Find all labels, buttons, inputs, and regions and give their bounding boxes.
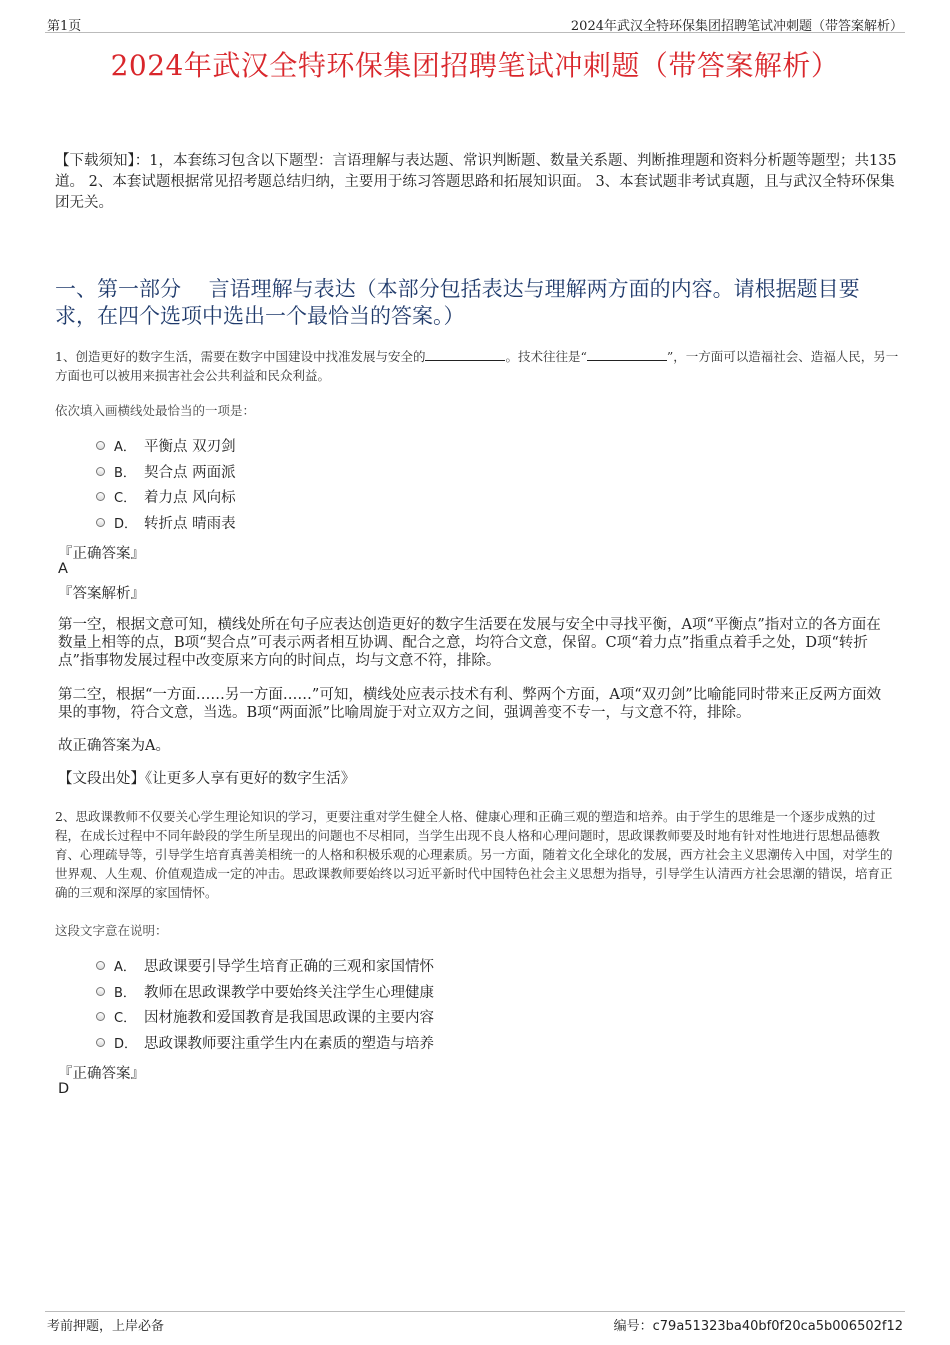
q1-analysis-1: 第一空，根据文意可知，横线处所在句子应表达创造更好的数字生活要在发展与安全中寻找平衡，A项“平衡点”指对立的各方面在数量上相等的点，B项“契合点”可表示两者相互协调、配合之意，均符合文意，保留。C项“着力点”指重点着手之处，D项“转折点”指事物发展过程中改变原来方向的时间点，均与文意不符，排除。 [58, 617, 881, 669]
question-2-stem: 2、思政课教师不仅要关心学生理论知识的学习，更要注重对学生健全人格、健康心理和正确三观的塑造和培养。由于学生的思维是一个逐步成熟的过程，在成长过程中不同年龄段的学生所呈现出的问题也不尽相同，当学生出现不良人格和心理问题时，思政课教师要及时地有针对性地进行思想品德教育、心理疏导等，引导学生培育真善美相统一的人格和积极乐观的心理素质。另一方面，随着文化全球化的发展，西方社会主义思潮传入中国，对学生的世界观、人生观、价值观造成一定的冲击。思政课教师要始终以习近平新时代中国特色社会主义思想为指导，引导学生认清西方社会思潮的错误，培育正确的三观和深厚的家国情怀。 [55, 809, 893, 900]
header-doc-title: 2024年武汉全特环保集团招聘笔试冲刺题（带答案解析） [570, 19, 903, 34]
footer-code: 编号：c79a51323ba40bf0f20ca5b006502f12 [613, 1319, 903, 1334]
question-1-prompt: 依次填入画横线处最恰当的一项是： [55, 403, 256, 418]
q2-option-d[interactable]: D． 思政课教师要注重学生内在素质的塑造与培养 [96, 1030, 434, 1056]
page-number: 第1页 [47, 19, 82, 34]
download-notice: 【下载须知】：1，本套练习包含以下题型：言语理解与表达题、常识判断题、数量关系题、判断推理题和资料分析题等题型；共135道。 2、本套试题根据常见招考题总结归纳，主要用于练习答题思路和拓展知识面。 3、本套试题非考试真题，且与武汉全特环保集团无关。 [55, 153, 897, 211]
question-1-options [96, 433, 236, 535]
q1-option-c[interactable]: C． 着力点 风向标 [96, 484, 236, 510]
question-1-stem: 1、创造更好的数字生活，需要在数字中国建设中找准发展与安全的 。技术往往是“ ”，一方面可以造福社会、造福人民，另一方面也可以被用来损害社会公共利益和民众利益。 [55, 349, 899, 383]
page-header [45, 14, 905, 33]
q1-analysis-2: 第二空，根据“一方面……另一方面……”可知，横线处应表示技术有利、弊两个方面，A项“双刃剑”比喻能同时带来正反两方面效果的事物，符合文意，当选。B项“两面派”比喻周旋于对立双方之间，强调善变不专一，与文意不符，排除。 [58, 687, 882, 721]
radio-icon[interactable] [96, 441, 105, 450]
q1-analysis-label: 『答案解析』 [58, 586, 145, 602]
q1-answer-label: 『正确答案』 [58, 546, 145, 562]
q2-answer-label: 『正确答案』 [58, 1066, 145, 1082]
radio-icon[interactable] [96, 518, 105, 527]
radio-icon[interactable] [96, 492, 105, 501]
question-2-prompt: 这段文字意在说明： [55, 923, 168, 938]
radio-icon[interactable] [96, 961, 105, 970]
page-footer [45, 1311, 905, 1334]
q2-option-b[interactable]: B． 教师在思政课教学中要始终关注学生心理健康 [96, 979, 434, 1005]
radio-icon[interactable] [96, 987, 105, 996]
question-2-options [96, 953, 434, 1055]
q1-option-d[interactable]: D． 转折点 晴雨表 [96, 510, 236, 536]
document-title: 2024年武汉全特环保集团招聘笔试冲刺题（带答案解析） [110, 49, 840, 82]
q1-option-b[interactable]: B． 契合点 两面派 [96, 459, 236, 485]
q2-option-c[interactable]: C． 因材施教和爱国教育是我国思政课的主要内容 [96, 1004, 434, 1030]
q1-answer: A [58, 561, 68, 577]
q2-answer: D [58, 1081, 70, 1097]
radio-icon[interactable] [96, 1012, 105, 1021]
q1-option-a[interactable]: A． 平衡点 双刃剑 [96, 433, 236, 459]
q1-conclusion: 故正确答案为A。 [58, 738, 170, 754]
radio-icon[interactable] [96, 1038, 105, 1047]
q2-option-a[interactable]: A． 思政课要引导学生培育正确的三观和家国情怀 [96, 953, 434, 979]
blank-1 [425, 350, 505, 361]
q1-source: 【文段出处】《让更多人享有更好的数字生活》 [58, 771, 356, 787]
blank-2 [587, 350, 667, 361]
section-title: 一、第一部分 言语理解与表达（本部分包括表达与理解两方面的内容。请根据题目要求，在四个选项中选出一个最恰当的答案。） [55, 277, 860, 328]
footer-slogan: 考前押题，上岸必备 [47, 1319, 165, 1334]
radio-icon[interactable] [96, 467, 105, 476]
